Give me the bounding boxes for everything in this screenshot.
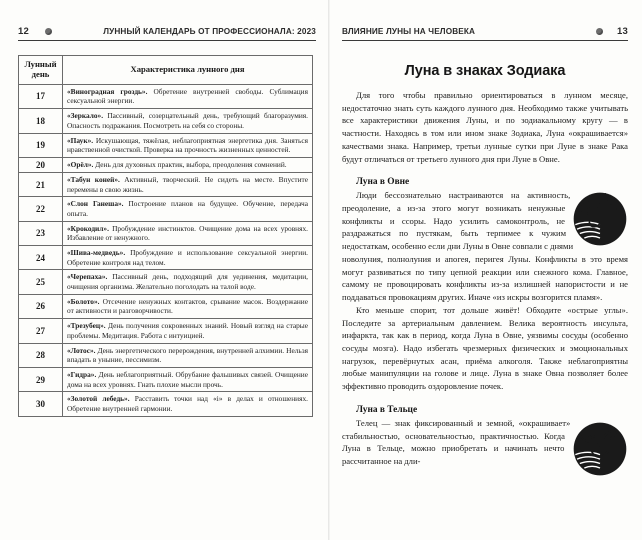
lunar-day-text: Пассивный, созерцательный день, требующий благоразумия. Опасность подражания. Посмотреть на себя со стороны. [67,111,308,130]
lunar-day-number: 25 [19,270,63,294]
header-lunar-day [19,56,63,85]
lunar-day-number: 30 [19,392,63,416]
lunar-day-number: 19 [19,133,63,157]
lunar-day-number: 17 [19,84,63,108]
table-row [19,133,313,157]
lunar-day-description [63,367,313,391]
table-row [19,270,313,294]
aries-paragraph-1: Люди бессознательно настраиваются на активность, преодоление, а из-за этого могут возникать ненужные конфликты и ссоры. Надо усилить самоконтроль, не раздражаться по пустякам, быть терпимее к чужим недостаткам, особенно если дни Луны в Овне совпали с днями новолуния, полнолуния и апогея, перигея Луны. Конфликты в это время могут развиваться по типу цепной реакции или снежного кома. Главное, самому не провоцировать конфликты из-за излишней напористости и не поддаваться провокациям других. Иначе «из искры возгорится пламя». [342,190,628,303]
left-running-head [18,24,316,41]
lunar-day-text: Пассивный день, подходящий для уединения, медитации, очищения организма. Желательно поголодать на талой воде. [67,272,308,292]
lunar-day-number: 23 [19,221,63,245]
taurus-bull-emblem-icon [572,421,628,477]
lunar-day-text: День для духовных практик, выбора, преодоления сомнений. [93,160,287,170]
lunar-day-description [63,343,313,367]
header-lunar-day-line2: день [31,68,50,79]
moon-dot-icon [45,28,52,35]
lunar-day-number: 26 [19,294,63,318]
section-body-taurus [342,417,628,468]
lunar-day-number: 27 [19,319,63,343]
table-row [19,367,313,391]
table-row [19,109,313,133]
lunar-day-title: «Болото». [67,296,100,306]
table-row [19,294,313,318]
lunar-day-number: 21 [19,172,63,196]
lunar-day-text: Пробуждение инстинктов. Очищение дома на всех уровнях. Избавление от ненужного. [67,223,308,243]
right-page [330,0,642,540]
lunar-day-text: Расставить точки над «i» в делах и отношениях. Обретение внутренней гармонии. [67,394,308,413]
table-row [19,197,313,221]
table-row [19,157,313,172]
lunar-day-number: 18 [19,109,63,133]
lunar-day-description [63,133,313,157]
lunar-day-title: «Шива-медведь». [67,248,126,257]
aries-paragraph-2: Кто меньше спорит, тот дольше живёт! Обходите «острые углы». Последите за артериальным давлением. Велика вероятность инсульта, инфаркта, так как в период, когда Луна в Овне, уязвимы сосуды (особенно сосуды мозга). Надо избегать чрезмерных физических и эмоциональных нагрузок, перевёрнутых асан, приёма алкоголя. Также неблагоприятны любые манипуляции на голове и лице. Луна в знаке Овна позволяет более эффективно проводить оздоровление почек. [342,304,628,392]
lunar-day-title: «Слон Ганеша». [67,199,124,209]
lunar-day-number: 28 [19,343,63,367]
lunar-days-table [18,55,313,417]
lunar-day-number: 29 [19,367,63,391]
lunar-day-number: 24 [19,246,63,270]
lunar-day-description [63,157,313,172]
lunar-day-title: «Виноградная гроздь». [67,86,148,96]
right-running-title: ВЛИЯНИЕ ЛУНЫ НА ЧЕЛОВЕКА [342,26,476,36]
lunar-day-description [63,246,313,270]
header-description: Характеристика лунного дня [63,56,313,85]
taurus-paragraph-1: Телец — знак фиксированный и земной, «окрашивает» стабильностью, основательностью, практичностью. Когда Луна в Тельце, можно приобретать и начинать нечто рассчитанное на дли- [342,417,571,466]
lunar-day-text: Построение планов на будущее. Обучение, передача опыта. [67,199,309,218]
lunar-day-description [63,319,313,343]
lunar-day-title: «Паук». [67,135,94,145]
lunar-day-title: «Черепаха». [67,272,108,282]
right-running-head [342,24,628,41]
lunar-day-text: День получения сокровенных знаний. Новый взгляд на старые проблемы. Медитация. Работа с интуицией. [67,321,308,340]
lunar-day-title: «Гидра». [67,369,97,379]
section-heading-taurus: Луна в Тельце [356,404,418,415]
lunar-day-number: 22 [19,197,63,221]
section-body-aries [342,189,628,393]
lunar-day-text: День неблагоприятный. Обрубание фальшивых связей. Очищение дома на всех уровнях. Гнать плохие мысли прочь. [67,369,308,389]
table-row [19,221,313,245]
table-row [19,246,313,270]
lunar-day-description [63,109,313,133]
table-header-row [19,56,313,85]
moon-dot-icon [596,28,603,35]
lunar-day-title: «Орёл». [67,160,94,170]
section-heading-aries: Луна в Овне [356,177,410,188]
chapter-title: Луна в знаках Зодиака [404,63,566,79]
right-folio: 13 [617,25,628,37]
lunar-day-text: Искушающая, тяжёлая, неблагоприятная энергетика дня. Заняться нравственной очисткой. Проверка на прочность жизненных ценностей. [67,135,308,155]
lunar-day-text: Обретение внутренней свободы. Сублимация сексуальной энергии. [67,86,308,106]
aries-ram-emblem-icon [572,191,628,247]
table-head [19,56,313,85]
lunar-day-text: День энергетического перерождения, внутренней алхимии. Нельзя впадать в уныние, пессимизм. [67,345,308,365]
table-row [19,319,313,343]
lunar-day-text: Активный, творческий. Не сидеть на месте. Впустите перемены в свою жизнь. [67,174,308,194]
lunar-day-description [63,270,313,294]
table-row [19,172,313,196]
table-row [19,343,313,367]
lunar-day-description [63,221,313,245]
lunar-day-description [63,392,313,416]
lunar-day-description [63,294,313,318]
lunar-day-title: «Зеркало». [67,111,104,121]
lunar-day-description [63,197,313,221]
table-body [19,84,313,416]
lunar-day-title: «Лотос». [67,345,96,355]
header-lunar-day-line1: Лунный [24,59,57,69]
table-row [19,84,313,108]
lunar-day-title: «Табун коней». [67,174,120,184]
left-running-title: ЛУННЫЙ КАЛЕНДАРЬ ОТ ПРОФЕССИОНАЛА: 2023 [103,26,316,36]
lunar-day-text: Пробуждение и использование сексуальной энергии. Обретение контроля над телом. [67,248,308,267]
lunar-day-title: «Золотой лебедь». [67,394,130,404]
table-row [19,392,313,416]
lunar-day-number: 20 [19,157,63,172]
lunar-day-text: Отсечение ненужных контактов, срывание масок. Воздержание от активности и разговорчивости. [67,296,308,316]
lunar-day-title: «Крокодил». [67,223,109,233]
lunar-day-description [63,172,313,196]
lunar-day-description [63,84,313,108]
intro-paragraph: Для того чтобы правильно ориентироваться в лунном месяце, недостаточно знать суть каждого лунного дня. Необходимо также учитывать все характеристики движения Луны, и по зодиакальному кругу — в частности. Находясь в том или ином знаке Зодиака, Луна «окрашивается» качествами знака. Например, третьи лунные сутки при Луне в знаке Рака будут отличаться от третьего лунного дня при Луне в Овне. [342,90,628,164]
lunar-day-title: «Трезубец». [67,321,106,331]
left-folio: 12 [18,25,29,37]
